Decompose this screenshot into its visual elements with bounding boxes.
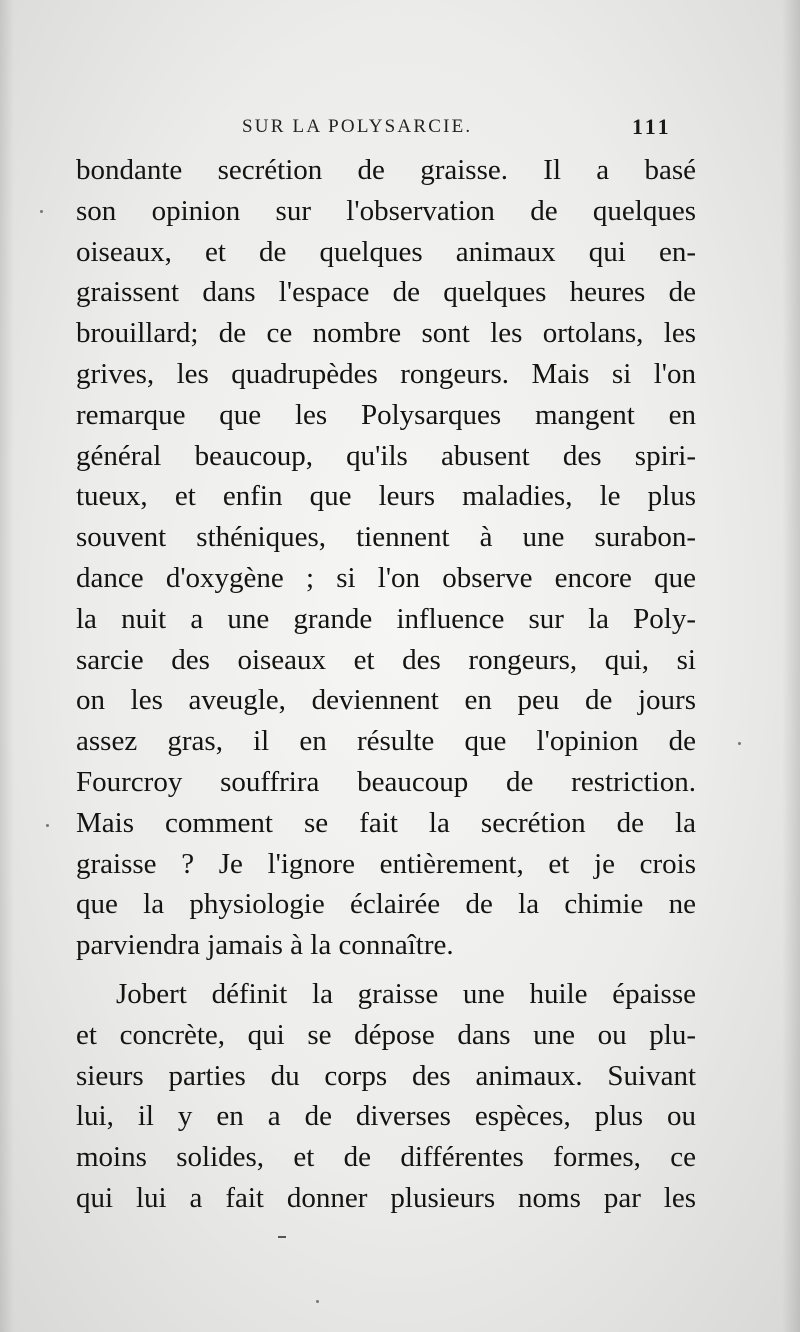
text-line: que la physiologie éclairée de la chimie ne [76, 888, 696, 921]
print-mark [278, 1236, 286, 1238]
text-line: la nuit a une grande influence sur la Poly- [76, 602, 696, 635]
text-line: général beaucoup, qu'ils abusent des spiri- [76, 439, 696, 472]
paragraph-1 [76, 150, 696, 966]
text-line: graissent dans l'espace de quelques heures de [76, 276, 696, 309]
page-left-shadow [0, 0, 14, 1332]
text-line: qui lui a fait donner plusieurs noms par les [76, 1181, 696, 1214]
text-line: graisse ? Je l'ignore entièrement, et je crois [76, 847, 696, 880]
paper-speck [46, 824, 49, 827]
text-line: souvent sthéniques, tiennent à une surabon- [76, 521, 696, 554]
paper-speck [40, 210, 43, 213]
text-line: oiseaux, et de quelques animaux qui en- [76, 235, 696, 268]
running-head [0, 112, 800, 142]
text-line: grives, les quadrupèdes rongeurs. Mais si l'on [76, 357, 696, 390]
text-line: lui, il y en a de diverses espèces, plus ou [76, 1100, 696, 1133]
text-line: sarcie des oiseaux et des rongeurs, qui, si [76, 643, 696, 676]
text-line: dance d'oxygène ; si l'on observe encore que [76, 561, 696, 594]
paper-speck [316, 1300, 319, 1303]
text-line: assez gras, il en résulte que l'opinion de [76, 725, 696, 758]
text-line: son opinion sur l'observation de quelques [76, 194, 696, 227]
text-line: sieurs parties du corps des animaux. Suivant [76, 1059, 696, 1092]
text-line: et concrète, qui se dépose dans une ou plu- [76, 1018, 696, 1051]
page-number: 111 [632, 114, 672, 139]
paragraph-2 [76, 974, 696, 1219]
text-line: parviendra jamais à la connaître. [76, 929, 454, 962]
text-line: bondante secrétion de graisse. Il a basé [76, 154, 696, 186]
running-title: SUR LA POLYSARCIE. [242, 116, 473, 137]
text-line: remarque que les Polysarques mangent en [76, 398, 696, 431]
text-line: tueux, et enfin que leurs maladies, le plus [76, 480, 696, 513]
text-line: moins solides, et de différentes formes, ce [76, 1141, 696, 1174]
text-line: Mais comment se fait la secrétion de la [76, 806, 696, 839]
paper-speck [738, 742, 741, 745]
text-line: Fourcroy souffrira beaucoup de restriction. [76, 765, 696, 798]
text-line: Jobert définit la graisse une huile épaisse [116, 977, 696, 1010]
paragraph-spacing [76, 966, 696, 974]
text-line: brouillard; de ce nombre sont les ortolans, les [76, 317, 696, 350]
page-right-shadow [782, 0, 800, 1332]
body-text [76, 150, 696, 1219]
text-line: on les aveugle, deviennent en peu de jours [76, 684, 696, 717]
